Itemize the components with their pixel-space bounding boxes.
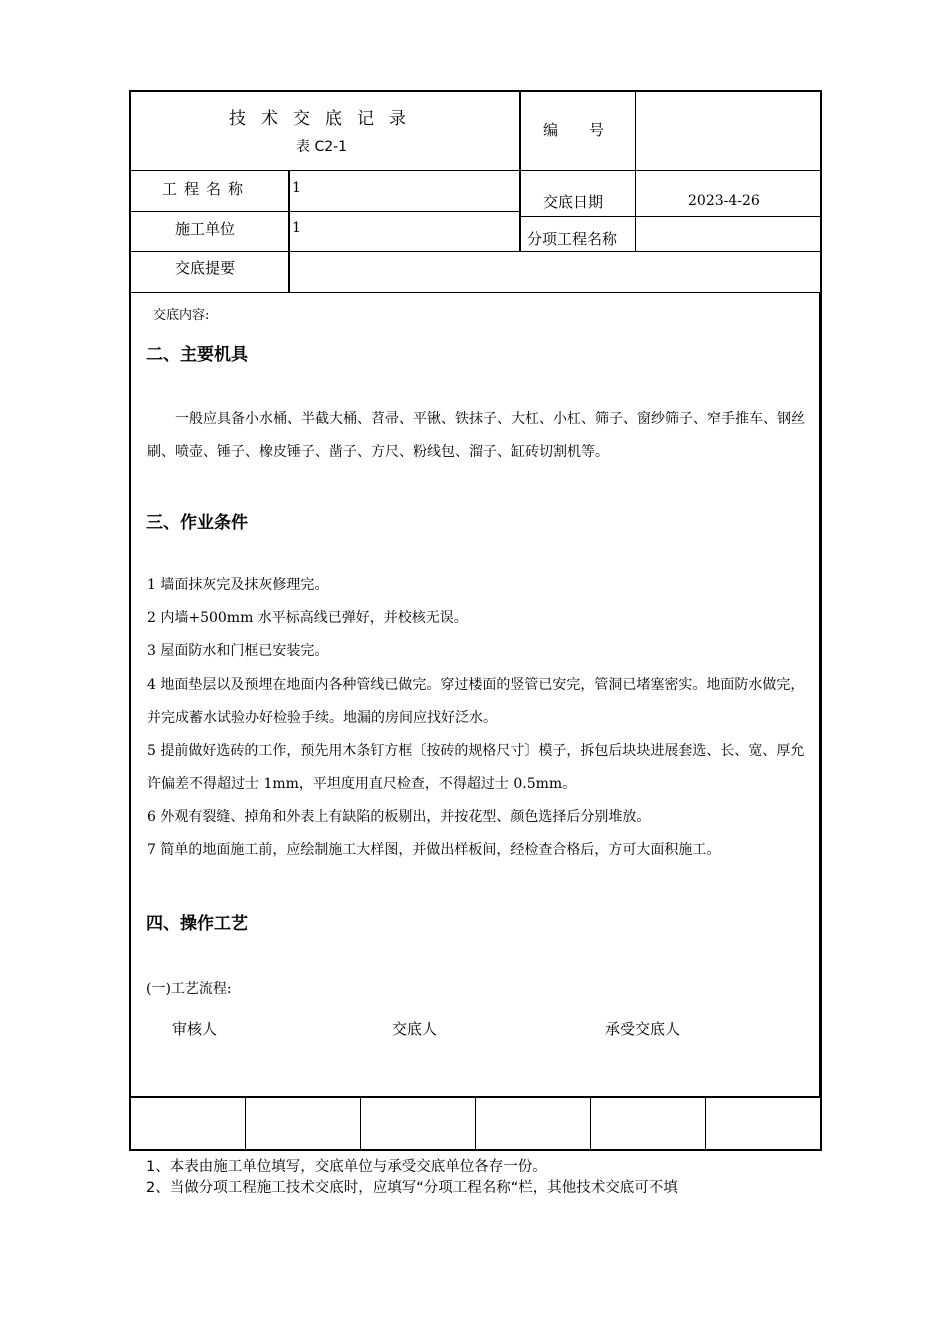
rule-col-number-right bbox=[635, 91, 636, 251]
date-value[interactable]: 2023-4-26 bbox=[688, 193, 760, 209]
rule-summary-bottom bbox=[130, 292, 821, 293]
section2-heading: 二、主要机具 bbox=[146, 345, 248, 365]
rule-sig-col5 bbox=[705, 1097, 706, 1150]
condition-item-4: 4 地面垫层以及预埋在地面内各种管线已做完。穿过楼面的竖管已安完，管洞已堵塞密实。地面防水做完，并完成蓄水试验办好检验手续。地漏的房间应找好泛水。 bbox=[147, 677, 805, 726]
rule-header-bottom bbox=[130, 170, 821, 171]
rule-sig-col3 bbox=[475, 1097, 476, 1150]
summary-label: 交底提要 bbox=[175, 259, 236, 277]
condition-item-2: 2 内墙+500mm 水平标高线已弹好，并校核无误。 bbox=[147, 610, 468, 626]
section3-heading: 三、作业条件 bbox=[146, 513, 248, 533]
condition-item-6: 6 外观有裂缝、掉角和外表上有缺陷的板剔出，并按花型、颜色选择后分别堆放。 bbox=[147, 809, 651, 825]
rule-sig-col2 bbox=[360, 1097, 361, 1150]
rule-col-label-right bbox=[288, 170, 290, 292]
contractor-label: 施工单位 bbox=[175, 220, 236, 238]
rule-row1-bottom bbox=[130, 211, 519, 212]
footnote-1: 1、本表由施工单位填写，交底单位与承受交底单位各存一份。 bbox=[146, 1159, 547, 1175]
footnote-2: 2、当做分项工程施工技术交底时，应填写“分项工程名称“栏，其他技术交底可不填 bbox=[146, 1180, 678, 1196]
condition-item-3: 3 屋面防水和门框已安装完。 bbox=[147, 643, 329, 659]
condition-item-7: 7 简单的地面施工前，应绘制施工大样图，并做出样板间，经检查合格后，方可大面积施工。 bbox=[147, 842, 721, 858]
rule-content-right bbox=[819, 292, 820, 1097]
content-intro: 交底内容: bbox=[153, 308, 210, 323]
rule-date-bottom bbox=[519, 216, 821, 217]
receiver-label: 承受交底人 bbox=[605, 1020, 681, 1038]
subproject-label: 分项工程名称 bbox=[527, 230, 618, 248]
rule-sig-col1 bbox=[245, 1097, 246, 1150]
condition-item-5: 5 提前做好选砖的工作，预先用木条钉方框〔按砖的规格尺寸〕模子，拆包后块块进展套选、长、宽、厚允许偏差不得超过士 1mm，平坦度用直尺检查，不得超过士 0.5mm。 bbox=[147, 743, 805, 792]
rule-col-number-left bbox=[519, 91, 521, 251]
section2-text: 一般应具备小水桶、半截大桶、苕帚、平锹、铁抹子、大杠、小杠、筛子、窗纱筛子、窄手推车、钢丝刷、喷壶、锤子、橡皮锤子、凿子、方尺、粉线包、溜子、缸砖切割机等。 bbox=[147, 411, 805, 460]
form-title: 技术交底记录 bbox=[229, 109, 421, 129]
rule-sig-col4 bbox=[590, 1097, 591, 1150]
reviewer-label: 审核人 bbox=[172, 1020, 218, 1038]
contractor-value[interactable]: 1 bbox=[292, 220, 301, 236]
condition-item-1: 1 墙面抹灰完及抹灰修理完。 bbox=[147, 577, 329, 593]
project-name-label: 工程名称 bbox=[162, 180, 251, 198]
discloser-label: 交底人 bbox=[392, 1020, 438, 1038]
number-label: 编 号 bbox=[543, 121, 613, 139]
form-code: 表 C2-1 bbox=[296, 139, 348, 155]
date-label: 交底日期 bbox=[543, 193, 604, 211]
rule-row2-bottom bbox=[130, 251, 821, 252]
section4-heading: 四、操作工艺 bbox=[146, 914, 248, 934]
project-name-value[interactable]: 1 bbox=[292, 180, 301, 196]
section4-subheading: (一)工艺流程: bbox=[146, 981, 232, 997]
